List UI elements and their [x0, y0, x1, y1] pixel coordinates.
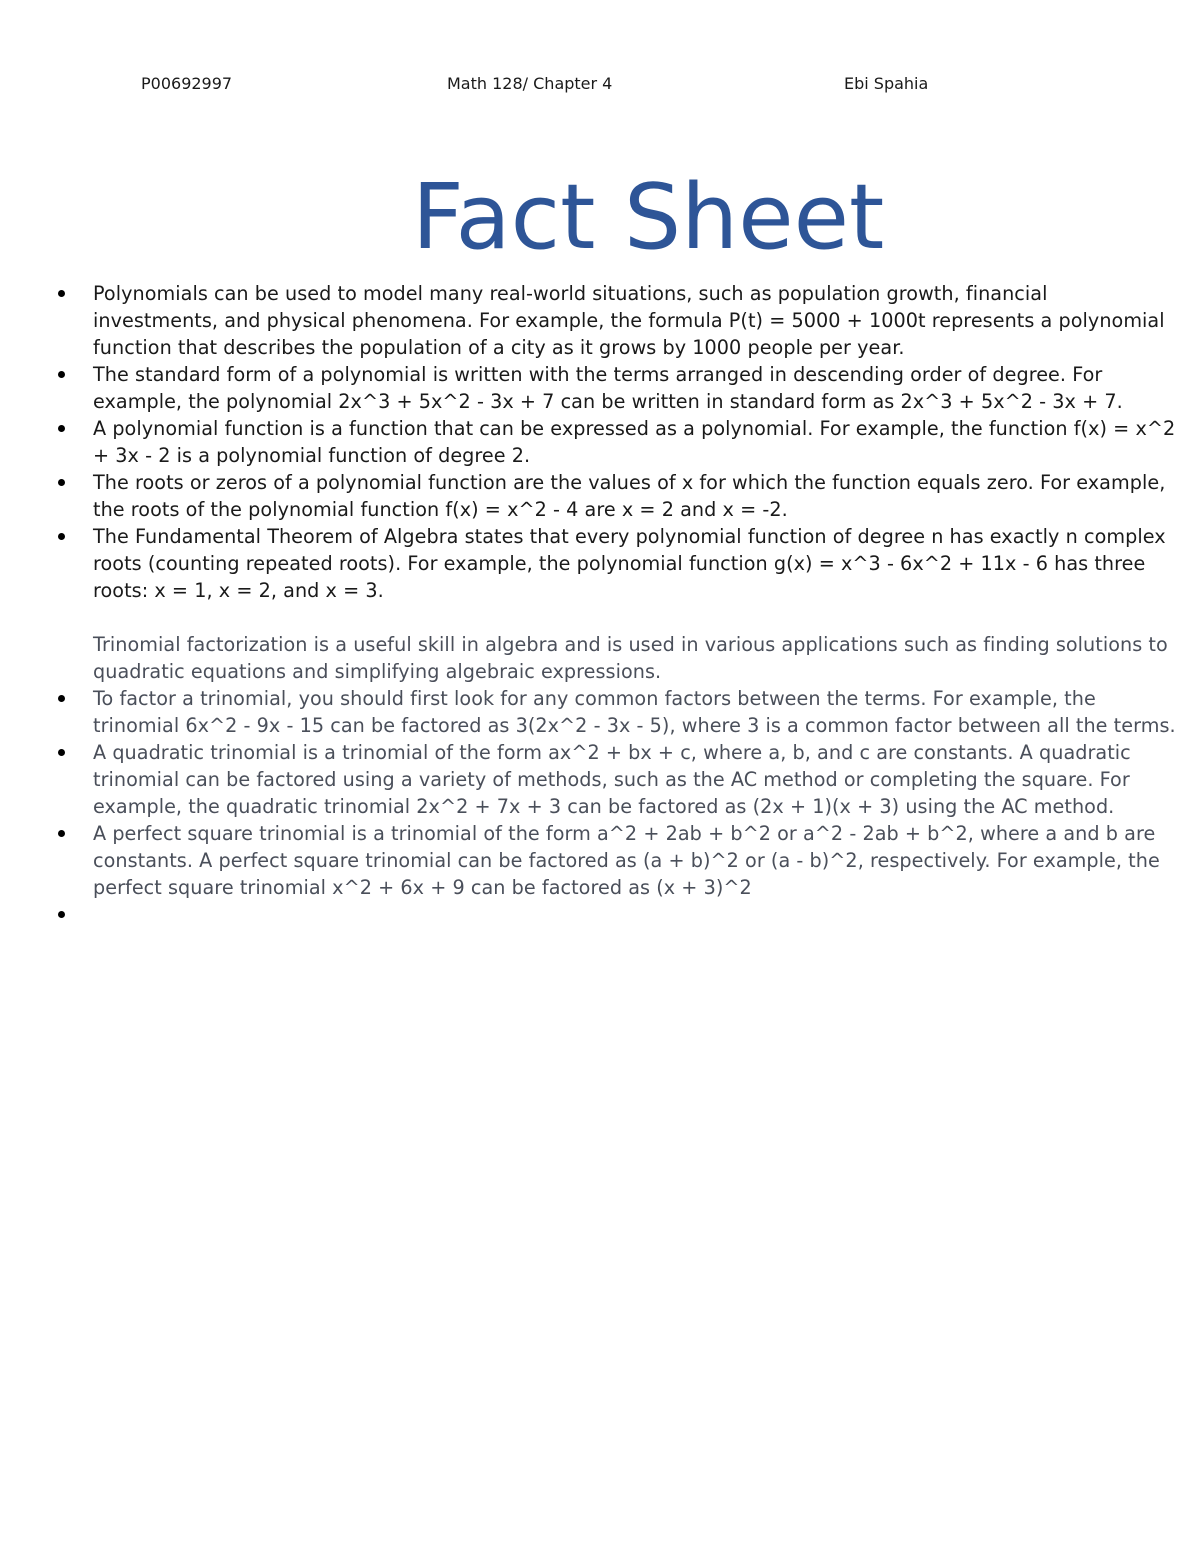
student-id: P00692997: [141, 74, 233, 93]
course-label: Math 128/ Chapter 4: [447, 74, 613, 93]
list-item: The standard form of a polynomial is written with the terms arranged in descending order of degree. For example, the polynomial 2x^3 + 5x^2 - 3x + 7 can be written in standard form as 2x^3 + 5x^2 - 3x + 7.: [0, 361, 1200, 415]
page-header: [0, 74, 1200, 98]
list-item: Polynomials can be used to model many real-world situations, such as population growth, financial investments, and physical phenomena. For example, the formula P(t) = 5000 + 1000t represents a polynomial function that describes the population of a city as it grows by 1000 people per year.: [0, 280, 1200, 361]
author-name: Ebi Spahia: [844, 74, 929, 93]
list-item: A perfect square trinomial is a trinomial of the form a^2 + 2ab + b^2 or a^2 - 2ab + b^2, where a and b are constants. A perfect square trinomial can be factored as (a + b)^2 or (a - b)^2, respectively. For example, the perfect square trinomial x^2 + 6x + 9 can be factored as (x + 3)^2: [0, 820, 1200, 901]
list-item: To factor a trinomial, you should first look for any common factors between the terms. For example, the trinomial 6x^2 - 9x - 15 can be factored as 3(2x^2 - 3x - 5), where 3 is a common factor between all the terms.: [0, 685, 1200, 739]
list-item: A polynomial function is a function that can be expressed as a polynomial. For example, the function f(x) = x^2 + 3x - 2 is a polynomial function of degree 2.: [0, 415, 1200, 469]
document-body: [0, 280, 1200, 928]
list-item: A quadratic trinomial is a trinomial of the form ax^2 + bx + c, where a, b, and c are constants. A quadratic trinomial can be factored using a variety of methods, such as the AC method or completing the square. For example, the quadratic trinomial 2x^2 + 7x + 3 can be factored as (2x + 1)(x + 3) using the AC method.: [0, 739, 1200, 820]
page-title: Fact Sheet: [412, 165, 885, 270]
empty-list-item: [0, 901, 1200, 928]
section-intro: Trinomial factorization is a useful skill in algebra and is used in various applications such as finding solutions to quadratic equations and simplifying algebraic expressions.: [93, 633, 1168, 683]
list-item: The roots or zeros of a polynomial function are the values of x for which the function equals zero. For example, the roots of the polynomial function f(x) = x^2 - 4 are x = 2 and x = -2.: [0, 469, 1200, 523]
paragraph-spacer: [0, 604, 1200, 631]
list-item: The Fundamental Theorem of Algebra states that every polynomial function of degree n has exactly n complex roots (counting repeated roots). For example, the polynomial function g(x) = x^3 - 6x^2 + 11x - 6 has three roots: x = 1, x = 2, and x = 3.: [0, 523, 1200, 604]
